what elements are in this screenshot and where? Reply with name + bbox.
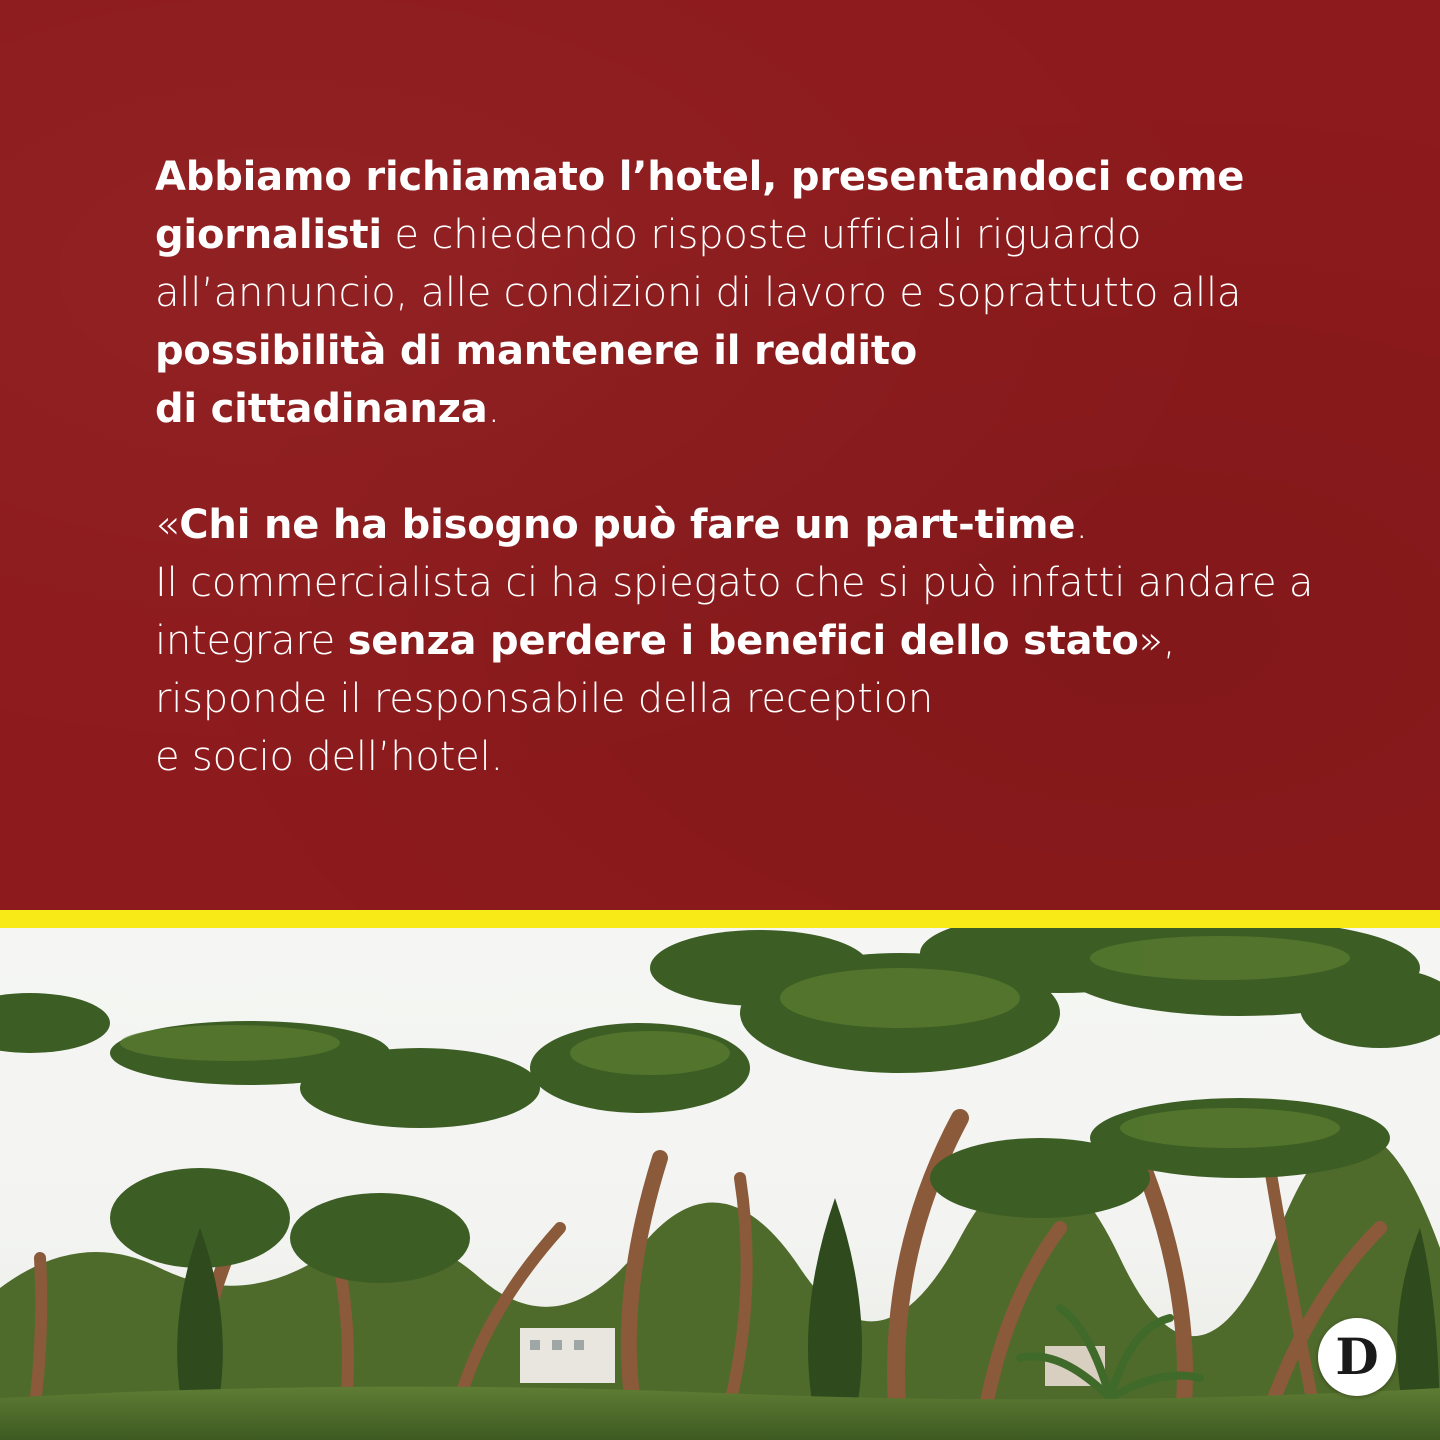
- bold-text: senza perdere i benefici dello stato: [347, 618, 1139, 664]
- logo-letter: D: [1335, 1327, 1379, 1386]
- paragraph-2: [155, 496, 1335, 786]
- yellow-divider: [0, 910, 1440, 928]
- quote-open: «: [155, 502, 180, 548]
- pine-trees-photo: [0, 928, 1440, 1440]
- plain-text: e socio dell’hotel.: [155, 734, 504, 780]
- article-text: [155, 148, 1335, 786]
- plain-text: e chiedendo risposte ufficiali riguardo all’annuncio, alle condizioni di lavoro e soprattutto alla: [155, 212, 1242, 316]
- bold-text: di cittadinanza: [155, 386, 488, 432]
- paragraph-1: [155, 148, 1335, 438]
- plain-text: .: [487, 386, 501, 432]
- plain-text: Il commercialista ci ha spiegato che si può infatti andare a integrare: [155, 560, 1314, 664]
- plain-text: », risponde il responsabile della reception: [155, 618, 1176, 722]
- plain-text: .: [1075, 502, 1088, 548]
- bold-text: possibilità di mantenere il reddito: [155, 328, 918, 374]
- bold-text: Chi ne ha bisogno può fare un part-time: [179, 502, 1076, 548]
- bold-text: Abbiamo richiamato l’hotel, presentandoci come giornalisti: [155, 154, 1245, 258]
- logo-badge: [1318, 1318, 1396, 1396]
